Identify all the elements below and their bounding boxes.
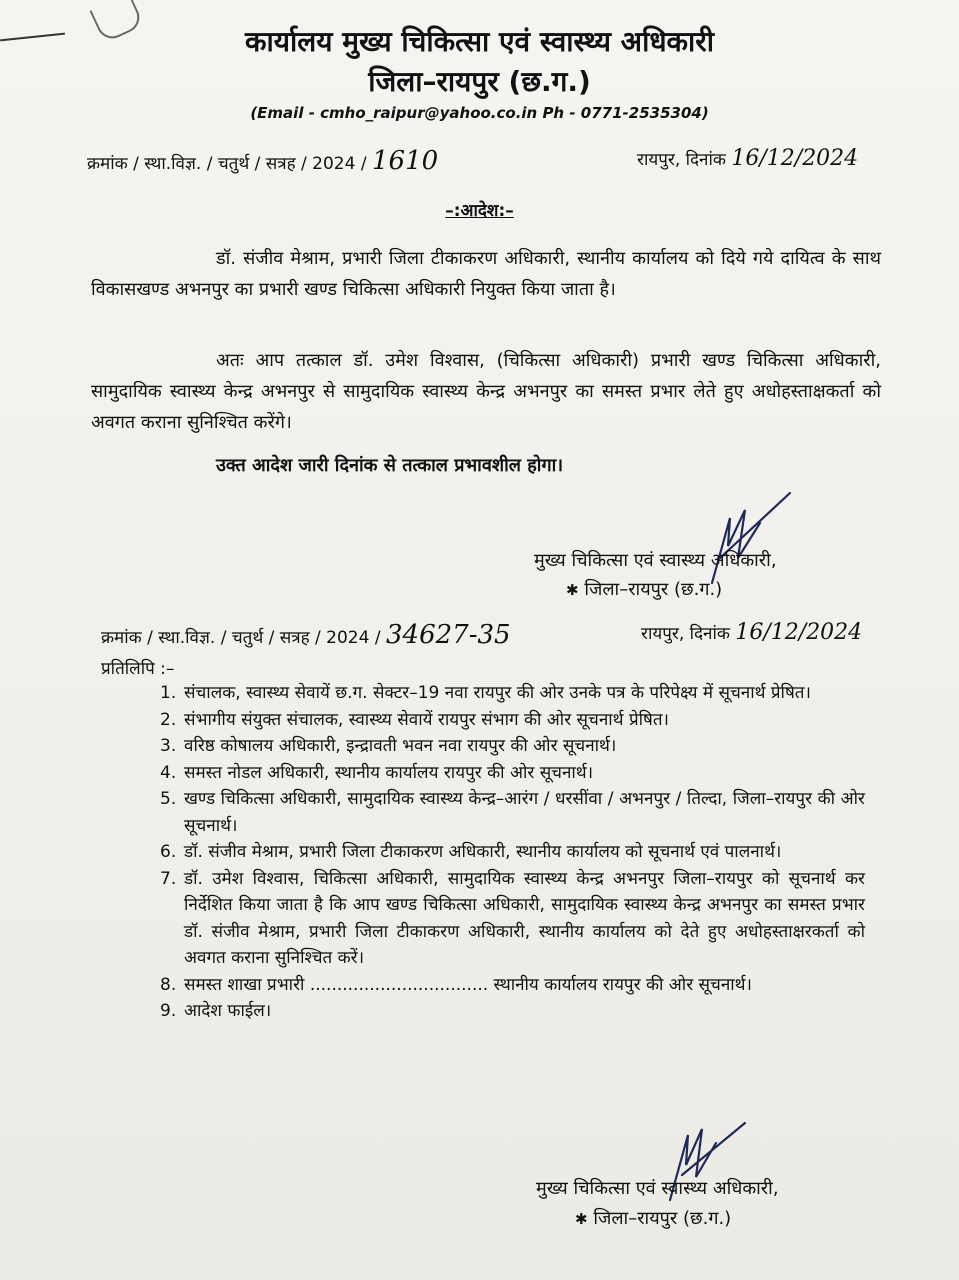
reference-date-1 — [637, 146, 858, 171]
order-paragraph-1: डॉ. संजीव मेश्राम, प्रभारी जिला टीकाकरण अधिकारी, स्थानीय कार्यालय को दिये गये दायित्व के साथ विकासखण्ड अभनपुर का प्रभारी खण्ड चिकित्सा अधिकारी नियुक्त किया जाता है। — [91, 248, 881, 300]
list-item: 7. डॉ. उमेश विश्वास, चिकित्सा अधिकारी, सामुदायिक स्वास्थ्य केन्द्र अभनपुर जिला–रायपुर को सूचनार्थ कर निर्देशित किया जाता है कि आप खण्ड चिकित्सा अधिकारी, सामुदायिक स्वास्थ्य केन्द्र अभनपुर का समस्त प्रभार डॉ. संजीव मेश्राम, प्रभारी जिला टीकाकरण अधिकारी, स्थानीय कार्यालय को देते हुए अधोहस्ताक्षरकर्ता को अवगत कराना सुनिश्चित करें। — [160, 868, 865, 968]
list-item: 4. समस्त नोडल अधिकारी, स्थानीय कार्यालय रायपुर की ओर सूचनार्थ। — [160, 762, 594, 783]
order-paragraph-2: अतः आप तत्काल डॉ. उमेश विश्वास, (चिकित्सा अधिकारी) प्रभारी खण्ड चिकित्सा अधिकारी, सामुदायिक स्वास्थ्य केन्द्र अभनपुर से सामुदायिक स्वास्थ्य केन्द्र अभनपुर का समस्त प्रभार लेते हुए अधोहस्ताक्षकर्ता को अवगत कराना सुनिश्चित करेंगे। — [91, 350, 881, 433]
reference-line-2 — [101, 620, 511, 650]
reference-line-1 — [87, 146, 438, 176]
signature-2-district: ✱ जिला–रायपुर (छ.ग.) — [575, 1208, 732, 1229]
order-heading: –:आदेश:– — [445, 201, 514, 221]
reference-number: 1610 — [371, 146, 439, 176]
office-district: जिला–रायपुर (छ.ग.) — [368, 65, 591, 98]
list-item: 9. आदेश फाईल। — [160, 1001, 272, 1021]
reference-number: 34627-35 — [385, 620, 511, 650]
signature-2-scribble — [650, 1115, 760, 1215]
reference-prefix: क्रमांक / स्था.विज्ञ. / चतुर्थ / सत्रह / 2024 / — [101, 628, 381, 648]
signature-1-designation: मुख्य चिकित्सा एवं स्वास्थ्य अधिकारी, — [534, 550, 777, 571]
copy-label: प्रतिलिपि :– — [101, 659, 175, 679]
reference-prefix: क्रमांक / स्था.विज्ञ. / चतुर्थ / सत्रह / 2024 / — [87, 154, 367, 174]
order-paragraph-3: उक्त आदेश जारी दिनांक से तत्काल प्रभावशील होगा। — [216, 455, 564, 476]
list-item: 6. डॉ. संजीव मेश्राम, प्रभारी जिला टीकाकरण अधिकारी, स्थानीय कार्यालय को सूचनार्थ एवं पालनार्थ। — [160, 842, 782, 862]
office-title: कार्यालय मुख्य चिकित्सा एवं स्वास्थ्य अधिकारी — [244, 25, 715, 58]
list-item: 8. समस्त शाखा प्रभारी ................................. स्थानीय कार्यालय रायपुर की ओर सूचनार्थ। — [160, 974, 752, 995]
handwritten-date: 16/12/2024 — [735, 620, 863, 645]
signature-1-district: ✱ जिला–रायपुर (छ.ग.) — [566, 579, 723, 600]
handwritten-date: 16/12/2024 — [731, 146, 859, 171]
list-item: 5. खण्ड चिकित्सा अधिकारी, सामुदायिक स्वास्थ्य केन्द्र–आरंग / धरसींवा / अभनपुर / तिल्दा, जिला–रायपुर की ओर सूचनार्थ। — [160, 789, 865, 836]
place-date-label: रायपुर, दिनांक — [637, 150, 726, 170]
place-date-label: रायपुर, दिनांक — [641, 624, 730, 644]
list-item: 3. वरिष्ठ कोषालय अधिकारी, इन्द्रावती भवन नवा रायपुर की ओर सूचनार्थ। — [160, 736, 617, 756]
list-item: 2. संभागीय संयुक्त संचालक, स्वास्थ्य सेवायें रायपुर संभाग की ओर सूचनार्थ प्रेषित। — [160, 709, 669, 730]
signature-2-designation: मुख्य चिकित्सा एवं स्वास्थ्य अधिकारी, — [536, 1178, 779, 1199]
office-contact: (Email - cmho_raipur@yahoo.co.in Ph - 0771-2535304) — [250, 104, 709, 122]
list-item: 1. संचालक, स्वास्थ्य सेवायें छ.ग. सेक्टर–19 नवा रायपुर की ओर उनके पत्र के परिपेक्ष्य में सूचनार्थ प्रेषित। — [160, 683, 811, 703]
reference-date-2 — [641, 620, 862, 645]
copy-list — [160, 680, 865, 1025]
